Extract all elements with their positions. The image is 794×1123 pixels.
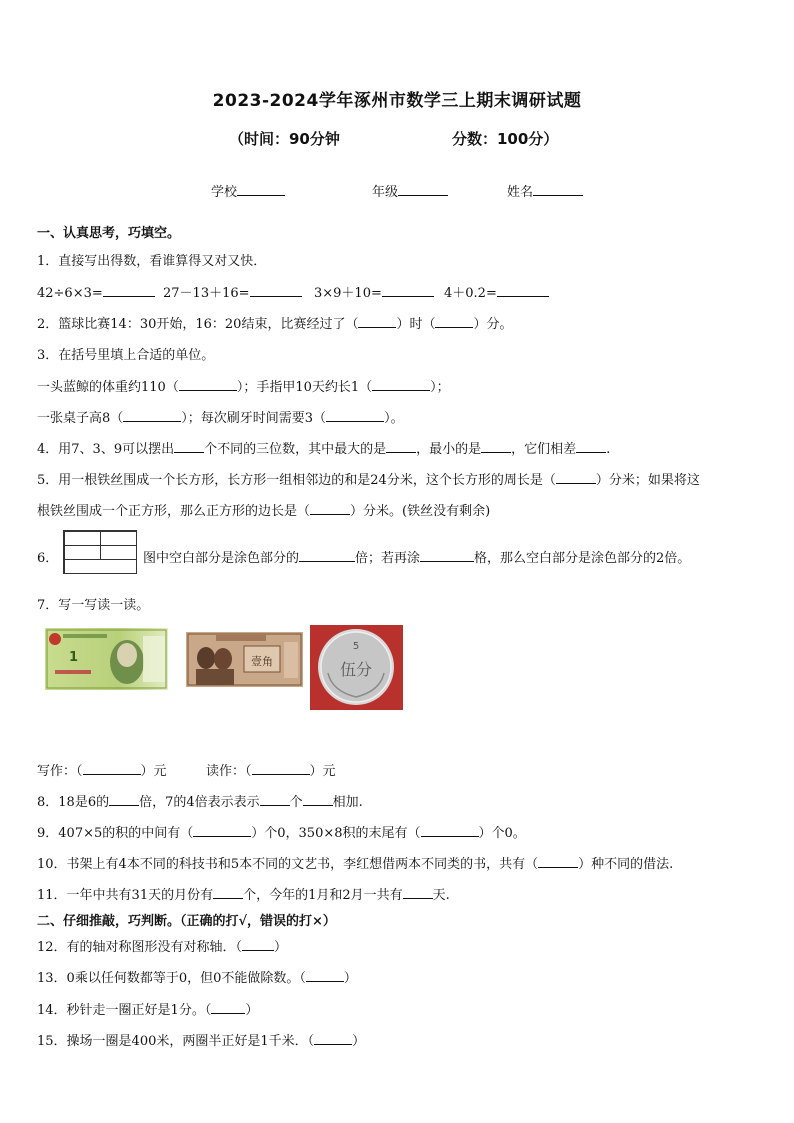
section-2-heading: 二、仔细推敲，巧判断。（正确的打√，错误的打×） bbox=[37, 914, 336, 929]
grid-cell bbox=[64, 545, 101, 560]
answer-blank[interactable] bbox=[386, 438, 416, 453]
answer-blank[interactable] bbox=[481, 438, 511, 453]
exam-time: （时间：90分钟 bbox=[229, 130, 340, 148]
page-title: 2023-2024学年涿州市数学三上期末调研试题 bbox=[212, 91, 582, 111]
grid-cell bbox=[64, 531, 101, 546]
name-blank[interactable] bbox=[533, 181, 583, 196]
answer-blank[interactable] bbox=[260, 791, 290, 806]
q3-line-1: 一头蓝鲸的体重约110（ ）；手指甲10天约长1（ ）； bbox=[37, 376, 450, 395]
q11: 11．一年中共有31天的月份有 个，今年的1月和2月一共有 天. bbox=[37, 884, 450, 903]
q1-text: 1．直接写出得数，看谁算得又对又快． bbox=[37, 254, 267, 269]
q6: 图中空白部分是涂色部分的 倍；若再涂 格，那么空白部分是涂色部分的2倍。 bbox=[143, 547, 690, 566]
q15: 15．操场一圈是400米，两圈半正好是1千米．（ ） bbox=[37, 1030, 365, 1049]
answer-blank[interactable] bbox=[299, 547, 355, 562]
one-jiao-banknote-image bbox=[186, 632, 303, 687]
one-yuan-banknote-image bbox=[45, 628, 168, 690]
q3-text: 3．在括号里填上合适的单位。 bbox=[37, 348, 215, 363]
q9: 9．407×5的积的中间有（ ）个0，350×8积的末尾有（ ）个0。 bbox=[37, 822, 526, 841]
grade-blank[interactable] bbox=[398, 181, 448, 196]
school-field bbox=[211, 181, 285, 200]
answer-blank[interactable] bbox=[109, 791, 139, 806]
answer-blank[interactable] bbox=[420, 547, 474, 562]
answer-blank[interactable] bbox=[556, 469, 596, 484]
q1-item-4: 4＋0.2= bbox=[444, 282, 549, 301]
q13: 13．0乘以任何数都等于0，但0不能做除数。（ ） bbox=[37, 967, 357, 986]
answer-blank[interactable] bbox=[306, 967, 344, 982]
exam-score: 分数：100分） bbox=[452, 130, 559, 148]
q1-item-1: 42÷6×3= bbox=[37, 282, 155, 301]
q14: 14．秒针走一圈正好是1分。（ ） bbox=[37, 999, 258, 1018]
q1-item-3: 3×9＋10= bbox=[314, 282, 434, 301]
grid-cell bbox=[100, 531, 137, 546]
name-field bbox=[507, 181, 583, 200]
answer-blank[interactable] bbox=[372, 376, 430, 391]
answer-blank[interactable] bbox=[303, 791, 333, 806]
answer-blank[interactable] bbox=[252, 760, 310, 775]
five-fen-coin-image bbox=[310, 625, 403, 710]
grade-label: 年级 bbox=[372, 185, 399, 200]
q10: 10．书架上有4本不同的科技书和5本不同的文艺书，李红想借两本不同类的书，共有（ ）种不同的借法. bbox=[37, 853, 673, 872]
grid-cell bbox=[100, 545, 137, 560]
school-label: 学校 bbox=[211, 185, 238, 200]
q7-write: 写作：（ ）元 bbox=[37, 760, 167, 779]
banknote-denomination: 1 bbox=[69, 650, 79, 665]
answer-blank[interactable] bbox=[213, 884, 243, 899]
answer-blank[interactable] bbox=[314, 1030, 352, 1045]
answer-blank[interactable] bbox=[123, 407, 181, 422]
coin-denomination: 伍分 bbox=[339, 660, 373, 679]
q12: 12．有的轴对称图形没有对称轴．（ ） bbox=[37, 936, 287, 955]
q4: 4．用7、3、9可以摆出 个不同的三位数，其中最大的是 ，最小的是 ，它们相差 . bbox=[37, 438, 610, 457]
answer-blank[interactable] bbox=[103, 282, 155, 297]
shaded-grid-figure bbox=[63, 530, 137, 574]
q6-number: 6． bbox=[37, 551, 59, 566]
name-label: 姓名 bbox=[507, 185, 534, 200]
answer-blank[interactable] bbox=[310, 500, 350, 515]
answer-blank[interactable] bbox=[242, 936, 274, 951]
answer-blank[interactable] bbox=[179, 376, 237, 391]
answer-blank[interactable] bbox=[382, 282, 434, 297]
answer-blank[interactable] bbox=[250, 282, 302, 297]
q3-line-2: 一张桌子高8（ ）；每次刷牙时间需要3（ ）。 bbox=[37, 407, 404, 426]
answer-blank[interactable] bbox=[435, 313, 473, 328]
grade-field bbox=[372, 181, 448, 200]
q7-text: 7．写一写读一读。 bbox=[37, 598, 150, 613]
q7-read: 读作：（ ）元 bbox=[206, 760, 336, 779]
q5-line-1: 5．用一根铁丝围成一个长方形，长方形一组相邻边的和是24分米，这个长方形的周长是（ ）分米；如果将这 bbox=[37, 469, 700, 488]
grid-cell bbox=[64, 559, 137, 574]
answer-blank[interactable] bbox=[326, 407, 384, 422]
q8: 8．18是6的 倍，7的4倍表示表示 个 相加. bbox=[37, 791, 363, 810]
answer-blank[interactable] bbox=[538, 853, 578, 868]
coin-number: 5 bbox=[352, 641, 360, 652]
answer-blank[interactable] bbox=[174, 438, 204, 453]
answer-blank[interactable] bbox=[421, 822, 479, 837]
q1-item-2: 27－13＋16= bbox=[163, 282, 302, 301]
answer-blank[interactable] bbox=[497, 282, 549, 297]
q5-line-2: 根铁丝围成一个正方形，那么正方形的边长是（ ）分米。(铁丝没有剩余) bbox=[37, 500, 490, 519]
q2: 2．篮球比赛14：30开始，16：20结束，比赛经过了（ ）时（ ）分。 bbox=[37, 313, 512, 332]
answer-blank[interactable] bbox=[211, 999, 245, 1014]
answer-blank[interactable] bbox=[576, 438, 606, 453]
answer-blank[interactable] bbox=[83, 760, 141, 775]
answer-blank[interactable] bbox=[193, 822, 251, 837]
answer-blank[interactable] bbox=[403, 884, 433, 899]
school-blank[interactable] bbox=[237, 181, 285, 196]
banknote-denomination: 壹角 bbox=[251, 655, 273, 668]
section-1-heading: 一、认真思考，巧填空。 bbox=[37, 226, 181, 241]
answer-blank[interactable] bbox=[358, 313, 396, 328]
